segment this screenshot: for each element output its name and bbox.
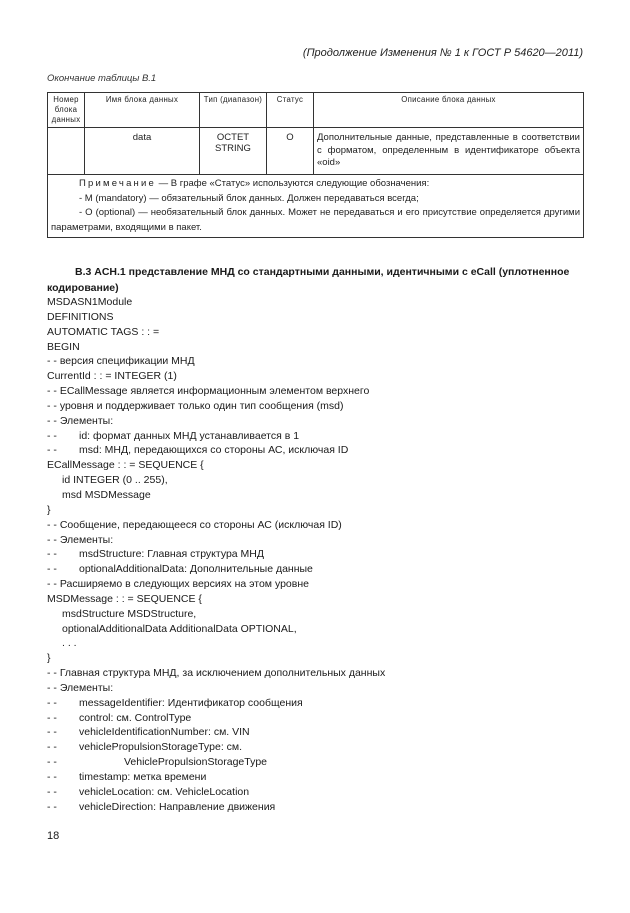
code-line [47,666,587,681]
code-line [47,740,587,755]
code-line [47,429,587,444]
code-line [47,533,587,548]
code-text: - - Сообщение, передающееся со стороны АС (исключая ID) [47,518,342,531]
header-cell-number: Номер блока данных [48,93,85,128]
header-cell-type: Тип (диапазон) [200,93,267,128]
code-line [47,651,587,666]
code-text: id: формат данных МНД устанавливается в 1 [79,429,300,442]
code-text: AUTOMATIC TAGS : : = [47,325,160,338]
header-cell-description: Описание блока данных [314,93,584,128]
code-text: - - Элементы: [47,681,114,694]
table-header-row [48,93,584,128]
code-text: - - Расширяемо в следующих версиях на этом уровне [47,578,309,591]
code-line [47,458,587,473]
code-line [47,473,587,488]
code-text: CurrentId : : = INTEGER (1) [47,370,177,383]
code-line [47,607,587,622]
code-text: vehiclePropulsionStorageType: см. [79,741,243,754]
note-label: Примечание [79,178,156,189]
code-line [47,443,587,458]
code-text: optionalAdditionalData: Дополнительные данные [79,563,313,576]
code-line [47,414,587,429]
running-header: (Продолжение Изменения № 1 к ГОСТ Р 54620—2011) [302,47,583,59]
code-text: control: см. ControlType [79,711,192,724]
code-line [47,622,587,637]
table-caption: Окончание таблицы В.1 [47,73,157,84]
code-line [47,681,587,696]
code-text: MSDMessage : : = SEQUENCE { [47,592,202,605]
code-text: - - Элементы: [47,414,114,427]
code-text: - - уровня и поддерживает только один тип сообщения (msd) [47,399,344,412]
header-cell-status: Статус [267,93,314,128]
code-text: id INTEGER (0 .. 255), [62,474,168,487]
code-text: messageIdentifier: Идентификатор сообщения [79,696,303,709]
code-text: MSDASN1Module [47,296,133,308]
code-line [47,488,587,503]
code-text: msdStructure: Главная структура МНД [79,548,264,561]
section-title: В.3 ACH.1 представление МНД со стандартными данными, идентичными с eCall (уплотненное кодирование) [47,266,570,294]
cell-description: Дополнительные данные, представленные в соответствии с форматом, определенным в идентификаторе объекта «oid» [314,128,584,175]
code-line [47,354,587,369]
code-line [47,592,587,607]
comment-prefix: - - [47,444,57,457]
code-text: - - Главная структура МНД, за исключением дополнительных данных [47,667,386,680]
comment-prefix: - - [47,771,57,783]
code-text: msd MSDMessage [62,488,151,501]
comment-prefix: - - [47,726,57,739]
code-text: vehicleLocation: см. VehicleLocation [79,785,250,798]
code-line [47,340,587,355]
table-note [48,175,584,238]
comment-prefix: - - [47,756,57,769]
code-text: } [47,503,51,516]
code-line [47,755,587,770]
code-text: VehiclePropulsionStorageType [124,756,268,769]
code-line [47,384,587,399]
code-text: - - Элементы: [47,533,114,546]
data-block-table [47,92,584,238]
code-text: ECallMessage : : = SEQUENCE { [47,459,204,472]
code-text: vehicleIdentificationNumber: см. VIN [79,726,250,739]
code-text: - - версия спецификации МНД [47,355,195,368]
header-cell-name: Имя блока данных [85,93,200,128]
code-text: DEFINITIONS [47,310,114,323]
asn1-code-listing [47,295,587,815]
comment-prefix: - - [47,741,57,754]
comment-prefix: - - [47,711,57,724]
code-line [47,369,587,384]
code-text: optionalAdditionalData AdditionalData OPTIONAL, [62,622,297,635]
comment-prefix: - - [47,548,57,561]
code-text: . . . [62,637,77,650]
code-line [47,577,587,592]
page-number: 18 [47,830,60,842]
code-line [47,785,587,800]
note-row [48,175,584,238]
code-text: timestamp: метка времени [79,771,207,783]
code-text: vehicleDirection: Направление движения [79,800,276,813]
code-text: msd: МНД, передающихся со стороны АС, исключая ID [79,444,349,457]
code-line [47,547,587,562]
note-line: - M (mandatory) — обязательный блок данных. Должен передаваться всегда; [79,192,419,204]
table-row [48,128,584,175]
comment-prefix: - - [47,563,57,576]
code-line [47,711,587,726]
code-line [47,399,587,414]
comment-prefix: - - [47,785,57,798]
code-text: BEGIN [47,340,80,353]
code-line [47,295,587,310]
code-line [47,696,587,711]
note-lead: — В графе «Статус» используются следующие обозначения: [156,178,430,189]
code-line [47,325,587,340]
cell-type: OCTET STRING [200,128,267,175]
code-line [47,770,587,785]
cell-name: data [85,128,200,175]
code-line [47,503,587,518]
cell-number [48,128,85,175]
note-line: - O (optional) — необязательный блок данных. Может не передаваться и его присутствие определяется другими параметрами, входящими в пакет. [51,207,580,233]
comment-prefix: - - [47,696,57,709]
code-line [47,636,587,651]
code-text: msdStructure MSDStructure, [62,607,197,620]
cell-status: O [267,128,314,175]
code-line [47,800,587,815]
code-line [47,725,587,740]
code-line [47,310,587,325]
code-line [47,518,587,533]
code-text: - - ECallMessage является информационным элементом верхнего [47,385,370,398]
code-line [47,562,587,577]
code-text: } [47,652,51,665]
comment-prefix: - - [47,429,57,442]
comment-prefix: - - [47,800,57,813]
